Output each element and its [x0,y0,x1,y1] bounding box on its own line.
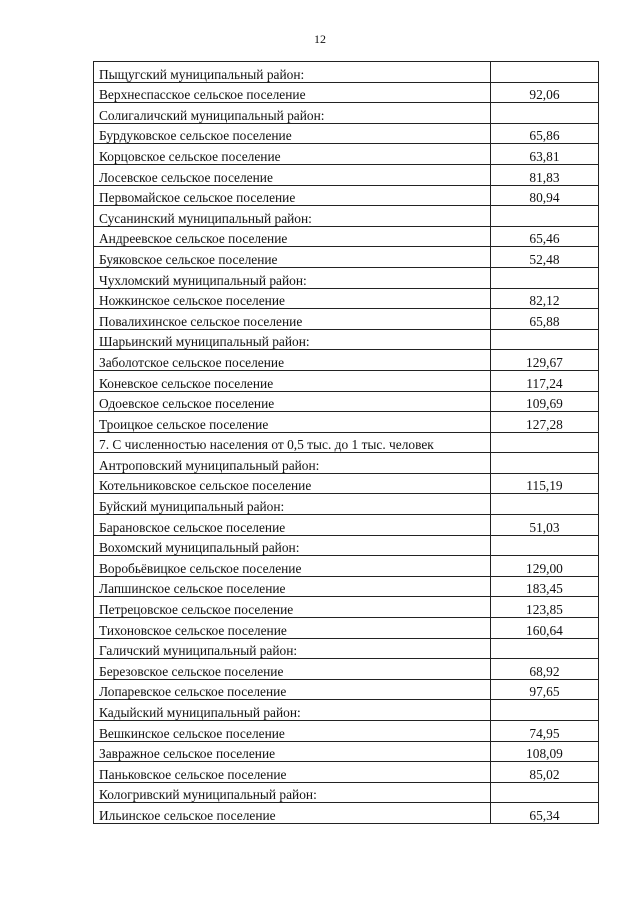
table-row [94,618,599,639]
value-cell: 117,24 [490,370,598,391]
value-cell [490,700,598,721]
table-row [94,412,599,433]
table-row [94,473,599,494]
settlement-name-cell: Шарьинский муниципальный район: [94,329,491,350]
table-row [94,226,599,247]
table-row [94,494,599,515]
value-cell [490,103,598,124]
settlement-name-cell: Кологривский муниципальный район: [94,782,491,803]
settlement-name-cell: Корцовское сельское поселение [94,144,491,165]
table-row [94,762,599,783]
settlement-name-cell: Паньковское сельское поселение [94,762,491,783]
table-row [94,597,599,618]
settlement-name-cell: Завражное сельское поселение [94,741,491,762]
value-cell [490,453,598,474]
settlement-name-cell: Первомайское сельское поселение [94,185,491,206]
value-cell: 81,83 [490,164,598,185]
value-cell [490,432,598,453]
settlement-name-cell: Тихоновское сельское поселение [94,618,491,639]
value-cell [490,206,598,227]
table-row [94,82,599,103]
table-row [94,350,599,371]
table-row [94,123,599,144]
value-cell: 80,94 [490,185,598,206]
settlement-name-cell: Заболотское сельское поселение [94,350,491,371]
value-cell: 63,81 [490,144,598,165]
settlement-name-cell: Буяковское сельское поселение [94,247,491,268]
value-cell [490,494,598,515]
table-row [94,638,599,659]
settlement-name-cell: Лопаревское сельское поселение [94,679,491,700]
value-cell: 115,19 [490,473,598,494]
value-cell: 123,85 [490,597,598,618]
table-row [94,556,599,577]
settlement-name-cell: Сусанинский муниципальный район: [94,206,491,227]
table-row [94,391,599,412]
settlement-name-cell: Одоевское сельское поселение [94,391,491,412]
value-cell: 97,65 [490,679,598,700]
table-row [94,782,599,803]
value-cell: 127,28 [490,412,598,433]
settlement-name-cell: Солигаличский муниципальный район: [94,103,491,124]
settlement-name-cell: Верхнеспасское сельское поселение [94,82,491,103]
table-row [94,576,599,597]
settlement-name-cell: Кадыйский муниципальный район: [94,700,491,721]
table-row [94,62,599,83]
value-cell [490,267,598,288]
table-row [94,721,599,742]
settlement-name-cell: Повалихинское сельское поселение [94,309,491,330]
settlement-name-cell: Ильинское сельское поселение [94,803,491,824]
settlement-name-cell: Лосевское сельское поселение [94,164,491,185]
value-cell: 92,06 [490,82,598,103]
value-cell: 183,45 [490,576,598,597]
table-row [94,803,599,824]
settlement-name-cell: Вохомский муниципальный район: [94,535,491,556]
table-row [94,535,599,556]
table-row [94,288,599,309]
table-row [94,329,599,350]
settlement-name-cell: Воробьёвицкое сельское поселение [94,556,491,577]
table-row [94,370,599,391]
value-cell: 65,46 [490,226,598,247]
value-cell [490,638,598,659]
settlement-name-cell: Буйский муниципальный район: [94,494,491,515]
value-cell: 129,67 [490,350,598,371]
settlement-name-cell: Чухломский муниципальный район: [94,267,491,288]
settlements-table [93,61,599,824]
value-cell [490,329,598,350]
table-row [94,741,599,762]
value-cell: 65,86 [490,123,598,144]
table-row [94,659,599,680]
value-cell: 65,34 [490,803,598,824]
value-cell: 82,12 [490,288,598,309]
value-cell: 85,02 [490,762,598,783]
table-row [94,515,599,536]
value-cell [490,535,598,556]
settlement-name-cell: Коневское сельское поселение [94,370,491,391]
settlement-name-cell: Вешкинское сельское поселение [94,721,491,742]
value-cell: 160,64 [490,618,598,639]
table-row [94,185,599,206]
settlement-name-cell: Березовское сельское поселение [94,659,491,680]
table-row [94,247,599,268]
page-number: 12 [314,32,326,46]
table-row [94,679,599,700]
settlement-name-cell: Котельниковское сельское поселение [94,473,491,494]
table-row [94,164,599,185]
value-cell: 108,09 [490,741,598,762]
table-row [94,432,599,453]
table-row [94,206,599,227]
table-row [94,144,599,165]
table-row [94,267,599,288]
value-cell: 74,95 [490,721,598,742]
settlement-name-cell: Ножкинское сельское поселение [94,288,491,309]
value-cell [490,782,598,803]
settlement-name-cell: Пыщугский муниципальный район: [94,62,491,83]
settlement-name-cell: Барановское сельское поселение [94,515,491,536]
settlement-name-cell: Антроповский муниципальный район: [94,453,491,474]
value-cell: 129,00 [490,556,598,577]
table-row [94,453,599,474]
value-cell: 51,03 [490,515,598,536]
value-cell: 68,92 [490,659,598,680]
settlement-name-cell: Лапшинское сельское поселение [94,576,491,597]
table-row [94,103,599,124]
settlement-name-cell: Петрецовское сельское поселение [94,597,491,618]
settlement-name-cell: Бурдуковское сельское поселение [94,123,491,144]
settlement-name-cell: 7. С численностью населения от 0,5 тыс. до 1 тыс. человек [94,432,491,453]
settlement-name-cell: Андреевское сельское поселение [94,226,491,247]
value-cell: 65,88 [490,309,598,330]
table-body [94,62,599,824]
value-cell: 109,69 [490,391,598,412]
settlement-name-cell: Троицкое сельское поселение [94,412,491,433]
value-cell: 52,48 [490,247,598,268]
table-row [94,700,599,721]
table-row [94,309,599,330]
value-cell [490,62,598,83]
settlement-name-cell: Галичский муниципальный район: [94,638,491,659]
